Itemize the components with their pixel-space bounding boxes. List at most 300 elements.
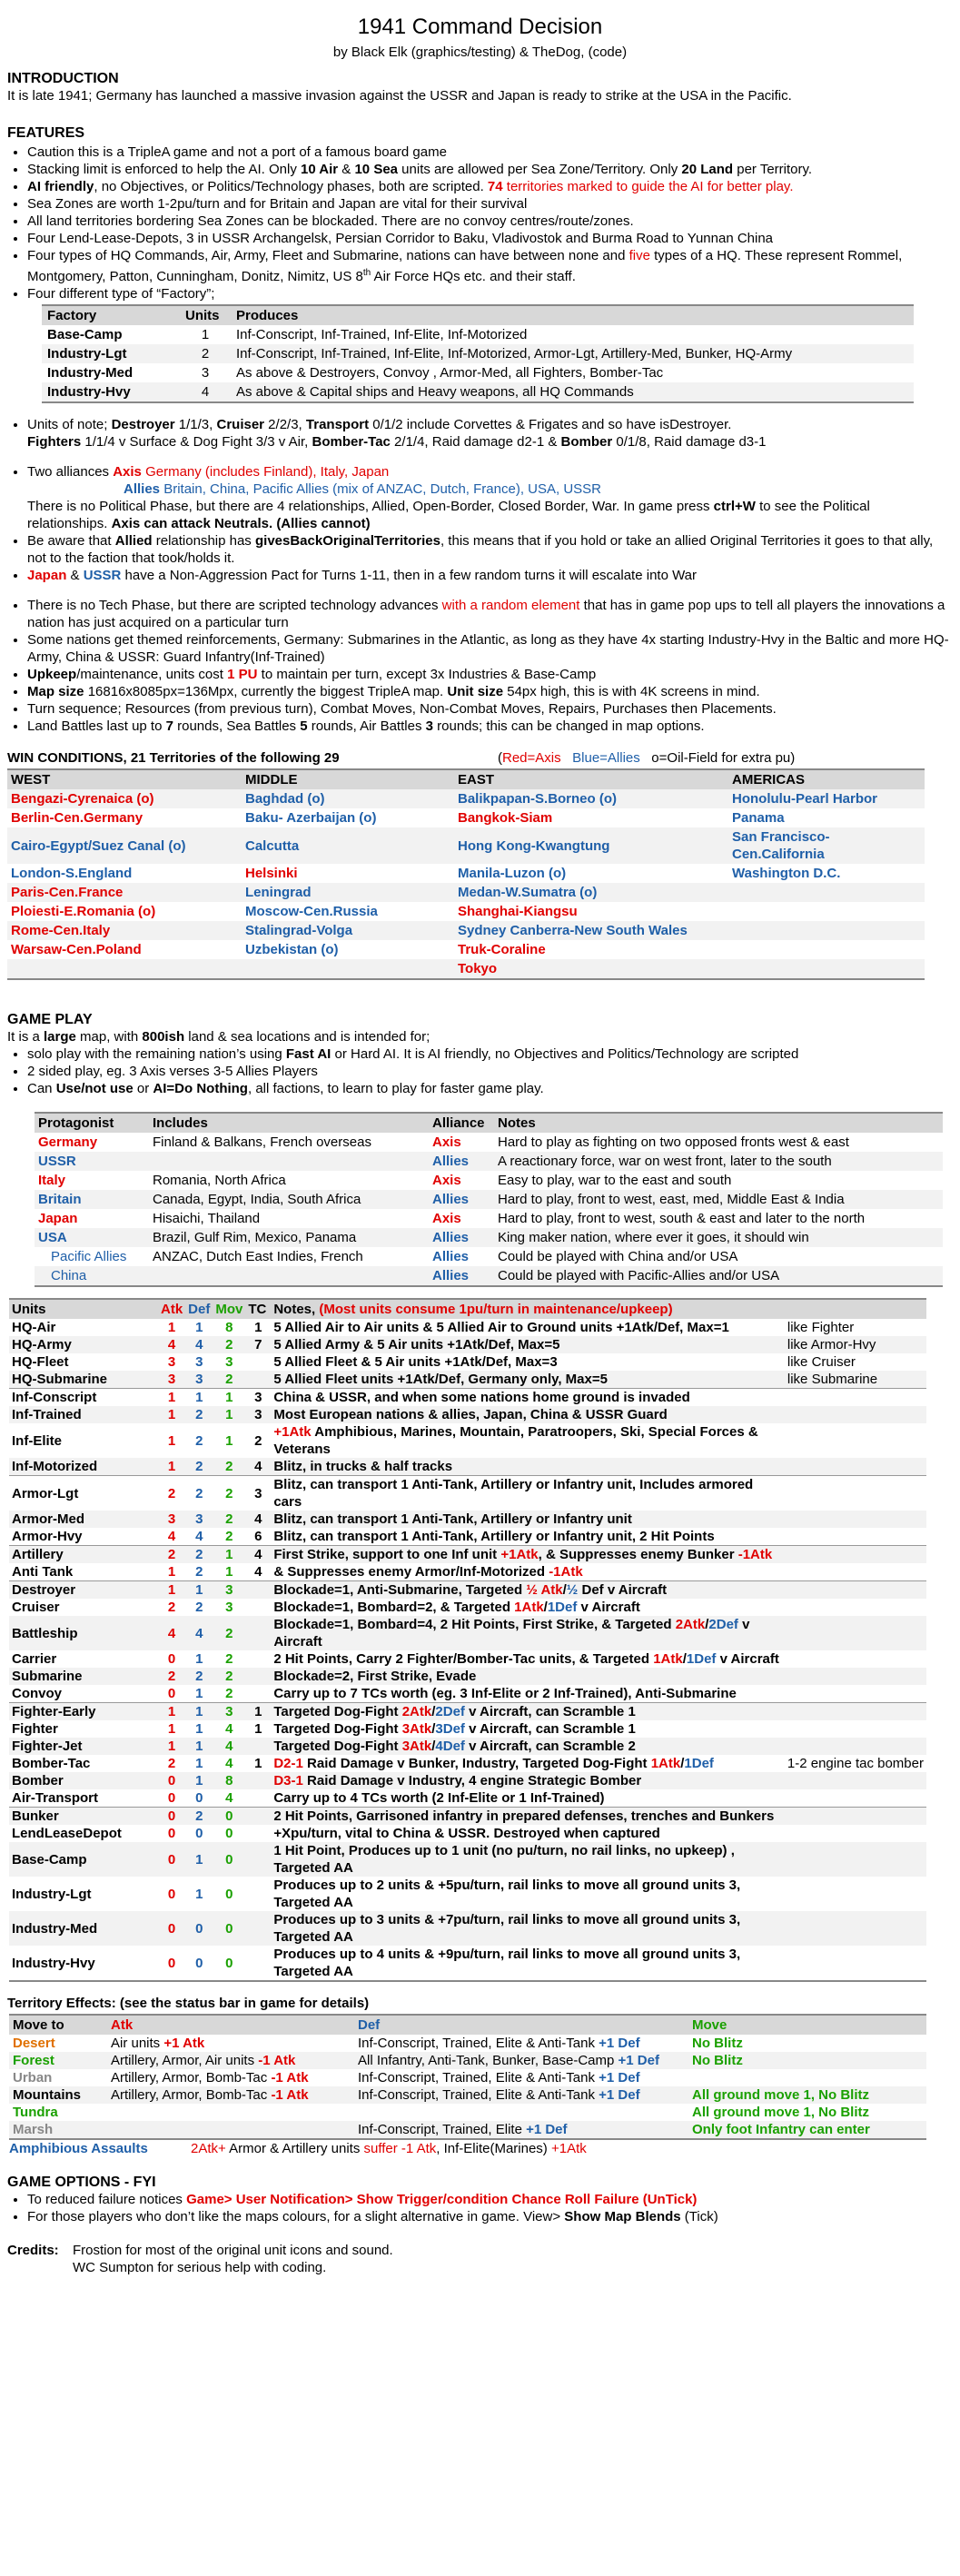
unit-atk: 2 — [158, 1476, 185, 1511]
factory-name: Base-Camp — [47, 327, 123, 342]
territory-header: Def — [354, 2015, 688, 2035]
unit-tc: 4 — [245, 1458, 271, 1476]
protagonist-table — [35, 1112, 943, 1287]
unit-tc: 1 — [254, 1721, 262, 1737]
feature-emph: Bomber-Tac — [312, 434, 391, 450]
unit-atk: 1 — [158, 1581, 185, 1600]
territory-def-part: +1 Def — [526, 2122, 568, 2137]
win-territory: Paris-Cen.France — [7, 883, 242, 902]
amphibious-part: Armor & Artillery units — [225, 2141, 364, 2156]
territory-def — [354, 2052, 688, 2069]
protagonist-name: China — [35, 1266, 149, 1286]
feature-emph: Upkeep — [27, 667, 77, 682]
feature-emph: Fighters — [27, 434, 82, 450]
unit-notes — [271, 1808, 785, 1826]
unit-like — [785, 1877, 926, 1911]
unit-name: Industry-Lgt — [12, 1886, 92, 1902]
protagonist-header: Includes — [149, 1113, 429, 1133]
territory-move: Only foot Infantry can enter — [688, 2121, 926, 2139]
feature-emph: Japan — [27, 568, 67, 583]
gp-emph: large — [44, 1029, 76, 1045]
units-header-mov: Mov — [213, 1299, 245, 1319]
territory-header: Atk — [107, 2015, 354, 2035]
factory-units: 3 — [201, 365, 210, 381]
unit-note-part: 2Atk — [675, 1617, 706, 1632]
feature-item — [27, 597, 953, 631]
unit-name: Artillery — [9, 1546, 158, 1564]
unit-tc — [245, 1825, 271, 1842]
unit-row — [9, 1650, 926, 1668]
territory-def — [354, 2069, 688, 2086]
unit-name: Fighter — [12, 1721, 58, 1737]
territory-name: Desert — [13, 2036, 55, 2051]
unit-mov: 1 — [213, 1406, 245, 1423]
unit-mov: 2 — [213, 1476, 245, 1511]
unit-def: 1 — [185, 1581, 213, 1600]
tech-list — [7, 597, 953, 735]
unit-like — [785, 1911, 926, 1946]
unit-def: 1 — [195, 1320, 203, 1335]
amphibious-label: Amphibious Assaults — [9, 2141, 148, 2156]
territory-atk — [107, 2086, 354, 2104]
gp-emph: Fast AI — [285, 1046, 332, 1062]
unit-mov: 4 — [225, 1790, 233, 1806]
unit-like — [785, 1511, 926, 1528]
unit-note-part: 5 Allied Fleet & 5 Air units +1Atk/Def, Max=3 — [273, 1354, 558, 1370]
gameplay-intro — [7, 1028, 953, 1045]
unit-row — [9, 1772, 926, 1789]
factory-produces: As above & Destroyers, Convoy , Armor-Med, all Fighters, Bomber-Tac — [236, 365, 664, 381]
territory-def-part: +1 Def — [599, 2070, 640, 2086]
unit-row — [9, 1720, 926, 1738]
unit-note-part: 3Atk — [401, 1739, 432, 1754]
unit-mov: 2 — [213, 1511, 245, 1528]
unit-atk: 1 — [158, 1458, 185, 1476]
unit-tc: 1 — [254, 1756, 262, 1771]
unit-like: like Fighter — [787, 1320, 855, 1335]
protagonist-name: USA — [35, 1228, 149, 1247]
territory-name: Forest — [9, 2052, 107, 2069]
unit-tc — [245, 1842, 271, 1877]
gameplay-heading: GAME PLAY — [7, 1012, 93, 1027]
feature-text: Be aware that — [27, 533, 115, 549]
unit-name: Destroyer — [9, 1581, 158, 1600]
unit-note-part: Def v Aircraft — [578, 1582, 668, 1598]
feature-emph: Transport — [305, 417, 370, 432]
legend-oil: o=Oil-Field for extra pu) — [651, 750, 796, 766]
territory-table — [9, 2014, 926, 2140]
factory-name: Industry-Hvy — [42, 382, 180, 402]
unit-tc — [245, 1581, 271, 1600]
unit-row — [9, 1581, 926, 1600]
unit-notes — [271, 1423, 785, 1458]
unit-row — [9, 1546, 926, 1564]
unit-note-part: 2 Hit Points, Carry 2 Fighter/Bomber-Tac units, & Targeted — [273, 1651, 654, 1667]
unit-notes — [271, 1842, 785, 1877]
unit-name: HQ-Army — [9, 1336, 158, 1353]
unit-row — [9, 1528, 926, 1546]
units-header-tc: TC — [245, 1299, 271, 1319]
unit-note-part: First Strike, support to one Inf unit — [273, 1547, 501, 1562]
win-territory: Washington D.C. — [732, 866, 841, 881]
unit-def: 1 — [185, 1842, 213, 1877]
unit-name: Fighter-Jet — [9, 1738, 158, 1755]
unit-mov: 2 — [225, 1529, 233, 1544]
territory-row — [9, 2052, 926, 2069]
unit-def: 2 — [185, 1808, 213, 1826]
win-territory: Uzbekistan (o) — [245, 942, 339, 957]
win-row — [7, 921, 925, 940]
feature-emph: AI friendly — [27, 179, 94, 194]
win-territory: Medan-W.Sumatra (o) — [454, 883, 728, 902]
unit-notes — [271, 1511, 785, 1528]
unit-note-part: D2-1 — [273, 1756, 303, 1771]
unit-name: Anti Tank — [12, 1564, 74, 1580]
unit-like — [785, 1563, 926, 1581]
feature-text: 0/1/2 include Corvettes & Frigates and so have isDestroyer. — [369, 417, 732, 432]
feature-text: to see the Political relationships. — [27, 499, 870, 531]
option-text: To reduced failure notices — [27, 2192, 187, 2207]
feature-emph: Bomber — [560, 434, 613, 450]
gp-text: Can — [27, 1081, 56, 1096]
protagonist-includes — [149, 1152, 429, 1171]
feature-text: with a random element — [441, 598, 580, 613]
credit-line: Frostion for most of the original unit icons and sound. — [73, 2243, 393, 2258]
unit-def: 1 — [195, 1886, 203, 1902]
territory-def — [354, 2086, 688, 2104]
unit-mov: 8 — [213, 1772, 245, 1789]
unit-def: 2 — [185, 1546, 213, 1564]
gp-text: 2 sided play, eg. 3 Axis verses 3-5 Allies Players — [27, 1064, 318, 1079]
win-territory: Helsinki — [245, 866, 298, 881]
unit-notes — [271, 1389, 785, 1407]
gp-emph: Use/not use — [55, 1081, 134, 1096]
unit-name: HQ-Fleet — [12, 1354, 69, 1370]
unit-atk: 3 — [167, 1354, 176, 1370]
feature-text: rounds, Air Battles — [307, 718, 426, 734]
unit-notes — [271, 1458, 785, 1476]
feature-text: Units of note; — [27, 417, 112, 432]
protagonist-alliance: Allies — [429, 1190, 494, 1209]
unit-row — [9, 1789, 926, 1808]
unit-atk: 1 — [158, 1406, 185, 1423]
unit-note-part: Produces up to 3 units & +7pu/turn, rail links to move all ground units 3, Targeted AA — [273, 1912, 741, 1945]
win-row — [7, 883, 925, 902]
feature-emph: Unit size — [447, 684, 504, 699]
feature-emph: Axis can attack Neutrals. (Allies cannot) — [111, 516, 371, 531]
unit-def: 1 — [195, 1651, 203, 1667]
feature-item — [27, 247, 953, 285]
units-header-def: Def — [185, 1299, 213, 1319]
win-territory: Honolulu-Pearl Harbor — [728, 789, 925, 808]
win-heading-text: WIN CONDITIONS, — [7, 750, 131, 766]
unit-tc: 1 — [254, 1320, 262, 1335]
protagonist-row — [35, 1171, 943, 1190]
feature-emph: Destroyer — [111, 417, 175, 432]
feature-text: Air Force HQs etc. and their staff. — [371, 269, 576, 284]
feature-text: 0/1/8, Raid damage d3-1 — [612, 434, 767, 450]
unit-note-part: v Aircraft, can Scramble 1 — [464, 1721, 636, 1737]
unit-atk: 1 — [167, 1721, 176, 1737]
protagonist-notes: Hard to play, front to west, south & east and later to the north — [498, 1211, 866, 1226]
unit-note-part: (no pu/turn, no rail links, no upkeep) — [491, 1843, 727, 1858]
territory-header: Move — [688, 2015, 926, 2035]
feature-text: Turn sequence; Resources (from previous turn), Combat Moves, Non-Combat Moves, Repairs, Purchases then Placements. — [27, 701, 777, 717]
unit-atk: 1 — [167, 1320, 176, 1335]
protagonist-notes: Easy to play, war to the east and south — [498, 1173, 732, 1188]
unit-note-part: / — [705, 1617, 709, 1632]
page-title: 1941 Command Decision — [357, 15, 603, 39]
unit-notes — [271, 1772, 785, 1789]
unit-note-part: / — [562, 1582, 567, 1598]
territory-table-body — [9, 2035, 926, 2139]
unit-tc: 2 — [254, 1432, 262, 1449]
unit-tc: 3 — [245, 1389, 271, 1407]
territory-atk-part: +1 Atk — [163, 2036, 205, 2051]
unit-row — [9, 1458, 926, 1476]
feature-text: th — [362, 268, 371, 278]
unit-row — [9, 1511, 926, 1528]
unit-atk: 4 — [158, 1616, 185, 1650]
territory-move: All ground move 1, No Blitz — [692, 2105, 870, 2120]
feature-text: per Territory. — [733, 162, 813, 177]
unit-tc — [245, 1946, 271, 1981]
unit-name: LendLeaseDepot — [12, 1826, 122, 1841]
axis-label: Axis — [113, 464, 142, 480]
feature-text: , this means that if you hold or take an allied Original Territories it goes to that ally, not to the faction that took/holds it. — [27, 533, 934, 566]
unit-like — [785, 1808, 926, 1826]
feature-item — [27, 463, 953, 532]
unit-note-part: Amphibious — [311, 1424, 393, 1440]
unit-row — [9, 1842, 926, 1877]
units-note-list — [7, 416, 953, 451]
win-conditions-table — [7, 768, 925, 980]
notes-label: Notes, — [273, 1302, 320, 1317]
unit-row — [9, 1616, 926, 1650]
unit-mov: 2 — [213, 1616, 245, 1650]
factory-name: Industry-Lgt — [42, 344, 180, 363]
unit-mov: 3 — [213, 1581, 245, 1600]
feature-emph: 1 PU — [227, 667, 258, 682]
unit-def: 0 — [185, 1946, 213, 1981]
unit-tc — [245, 1911, 271, 1946]
unit-atk: 0 — [158, 1946, 185, 1981]
factory-row — [42, 344, 914, 363]
unit-atk: 0 — [167, 1790, 176, 1806]
unit-atk: 4 — [167, 1529, 176, 1544]
win-heading-count: 21 — [130, 750, 146, 766]
unit-notes — [271, 1755, 785, 1772]
unit-notes — [271, 1685, 785, 1703]
feature-text: rounds; this can be changed in map options. — [432, 718, 705, 734]
unit-notes — [271, 1336, 785, 1353]
unit-def: 1 — [195, 1686, 203, 1701]
unit-like — [785, 1599, 926, 1616]
win-col-header: WEST — [7, 769, 242, 789]
unit-tc — [245, 1371, 271, 1389]
unit-like — [785, 1650, 926, 1668]
unit-mov: 2 — [213, 1371, 245, 1389]
protagonist-row — [35, 1209, 943, 1228]
feature-text: 1/1/3, — [174, 417, 217, 432]
unit-note-part: 2Def — [435, 1704, 465, 1719]
win-territory: Warsaw-Cen.Poland — [11, 942, 142, 957]
option-text: (Tick) — [680, 2209, 718, 2224]
unit-notes — [271, 1319, 785, 1336]
unit-like — [785, 1389, 926, 1407]
unit-note-part: 3Atk — [401, 1721, 432, 1737]
unit-notes — [271, 1703, 785, 1721]
unit-atk: 2 — [167, 1756, 176, 1771]
protagonist-includes: Hisaichi, Thailand — [153, 1211, 261, 1226]
unit-def: 2 — [195, 1600, 203, 1615]
feature-emph: 20 Land — [681, 162, 734, 177]
units-table — [9, 1298, 926, 1982]
protagonist-name: Italy — [38, 1173, 66, 1188]
unit-mov: 0 — [225, 1886, 233, 1902]
unit-tc — [245, 1772, 271, 1789]
feature-item — [27, 195, 953, 213]
territory-atk — [107, 2035, 354, 2052]
unit-tc — [245, 1650, 271, 1668]
territory-row — [9, 2069, 926, 2086]
factory-row — [42, 382, 914, 402]
feature-item — [27, 683, 953, 700]
feature-text: rounds, Sea Battles — [173, 718, 301, 734]
territory-atk-part: Artillery, Armor, Bomb-Tac — [111, 2070, 272, 2086]
factory-table — [42, 304, 914, 403]
protagonist-alliance: Allies — [432, 1249, 470, 1264]
protagonist-notes: Hard to play as fighting on two opposed fronts west & east — [498, 1134, 849, 1150]
unit-note-part: / — [680, 1756, 685, 1771]
features-list — [7, 144, 953, 302]
feature-emph: 3 — [425, 718, 433, 734]
features-heading: FEATURES — [7, 125, 85, 141]
unit-notes — [271, 1371, 785, 1389]
unit-row — [9, 1668, 926, 1685]
unit-notes — [271, 1353, 785, 1371]
unit-name: Battleship — [9, 1616, 158, 1650]
unit-notes — [271, 1738, 785, 1755]
feature-item — [27, 700, 953, 718]
unit-tc: 1 — [245, 1703, 271, 1721]
unit-mov: 4 — [225, 1756, 233, 1771]
unit-notes — [271, 1825, 785, 1842]
gp-text: solo play with the remaining nation’s using — [27, 1046, 286, 1062]
unit-row — [9, 1336, 926, 1353]
unit-mov: 2 — [225, 1651, 233, 1667]
units-header-atk: Atk — [158, 1299, 185, 1319]
territory-atk-part: -1 Atk — [258, 2053, 296, 2068]
unit-tc — [245, 1789, 271, 1808]
win-territory: Rome-Cen.Italy — [7, 921, 242, 940]
protagonist-name: Pacific Allies — [51, 1249, 127, 1264]
territory-move — [688, 2069, 926, 2086]
feature-text: /maintenance, units cost — [76, 667, 228, 682]
unit-note-part: -1Atk — [737, 1547, 773, 1562]
unit-name: Bomber-Tac — [12, 1756, 91, 1771]
unit-def: 2 — [185, 1668, 213, 1685]
unit-like: 1-2 engine tac bomber — [787, 1756, 924, 1771]
protagonist-row — [35, 1133, 943, 1152]
unit-like: like Armor-Hvy — [785, 1336, 926, 1353]
territory-move: No Blitz — [688, 2052, 926, 2069]
byline: by Black Elk (graphics/testing) & TheDog, (code) — [332, 45, 628, 60]
option-path: Game> User Notification> Show Trigger/condition Chance Roll Failure (UnTick) — [186, 2192, 698, 2207]
unit-note-part: Targeted Dog-Fight — [273, 1739, 402, 1754]
unit-row — [9, 1319, 926, 1336]
protagonist-notes: Could be played with China and/or USA — [498, 1249, 738, 1264]
unit-note-part: China & USSR, and when some nations home ground is invaded — [273, 1390, 690, 1405]
unit-like: like Cruiser — [787, 1354, 856, 1370]
gp-emph: 800ish — [142, 1029, 185, 1045]
unit-atk: 2 — [158, 1546, 185, 1564]
amphibious-part: 2Atk+ — [191, 2141, 226, 2156]
factory-header: Units — [180, 305, 231, 325]
win-territory: Calcutta — [242, 827, 454, 864]
unit-note-part: 1Atk — [650, 1756, 681, 1771]
protagonist-row — [35, 1266, 943, 1286]
unit-name: Base-Camp — [9, 1842, 158, 1877]
win-territory — [728, 959, 925, 979]
feature-emph: 5 — [300, 718, 308, 734]
unit-mov: 0 — [213, 1842, 245, 1877]
legend-text: ( — [498, 750, 502, 766]
win-territory — [728, 902, 925, 921]
unit-def: 2 — [195, 1432, 203, 1449]
unit-tc: 4 — [245, 1511, 271, 1528]
unit-note-part: 2Atk — [401, 1704, 432, 1719]
legend-allies: Blue=Allies — [572, 750, 640, 766]
feature-item — [27, 161, 953, 178]
unit-note-part: 3Def — [435, 1721, 465, 1737]
win-territory — [242, 959, 454, 979]
unit-row — [9, 1389, 926, 1407]
gp-emph: AI=Do Nothing — [153, 1081, 248, 1096]
feature-item — [27, 631, 953, 666]
unit-name: Bunker — [9, 1808, 158, 1826]
unit-name: Air-Transport — [12, 1790, 99, 1806]
unit-row — [9, 1755, 926, 1772]
credits-body — [73, 2242, 393, 2276]
unit-note-part: Blockade=1, Bombard=2, & Targeted — [273, 1600, 515, 1615]
protagonist-name: USSR — [35, 1152, 149, 1171]
unit-atk: 0 — [158, 1842, 185, 1877]
unit-name: HQ-Submarine — [9, 1371, 158, 1389]
feature-text: Four Lend-Lease-Depots, 3 in USSR Archangelsk, Persian Corridor to Baku, Vladivostok and Burma Road to Yunnan China — [27, 231, 774, 246]
unit-note-part: , Marines, Mountain, Paratroopers, Ski, Special Forces & Veterans — [273, 1424, 758, 1457]
unit-tc — [245, 1353, 271, 1371]
gameplay-item — [27, 1063, 953, 1080]
win-row — [7, 808, 925, 827]
unit-atk: 3 — [158, 1371, 185, 1389]
unit-row — [9, 1808, 926, 1826]
unit-name: Armor-Hvy — [12, 1529, 83, 1544]
unit-like — [785, 1738, 926, 1755]
feature-item — [27, 144, 953, 161]
territory-atk-part: Artillery, Armor, Air units — [111, 2053, 259, 2068]
unit-tc: 6 — [254, 1529, 262, 1544]
unit-note-part: Produces up to 2 units & +5pu/turn, rail links to move all ground units 3, Targeted AA — [273, 1878, 741, 1910]
unit-tc — [245, 1685, 271, 1703]
unit-note-part: ½ Atk — [526, 1582, 563, 1598]
unit-name: Inf-Elite — [12, 1432, 62, 1449]
territory-name: Urban — [13, 2070, 53, 2086]
feature-text: & — [66, 568, 84, 583]
amphibious-text — [191, 2141, 587, 2156]
unit-notes — [271, 1563, 785, 1581]
feature-emph: Cruiser — [216, 417, 265, 432]
